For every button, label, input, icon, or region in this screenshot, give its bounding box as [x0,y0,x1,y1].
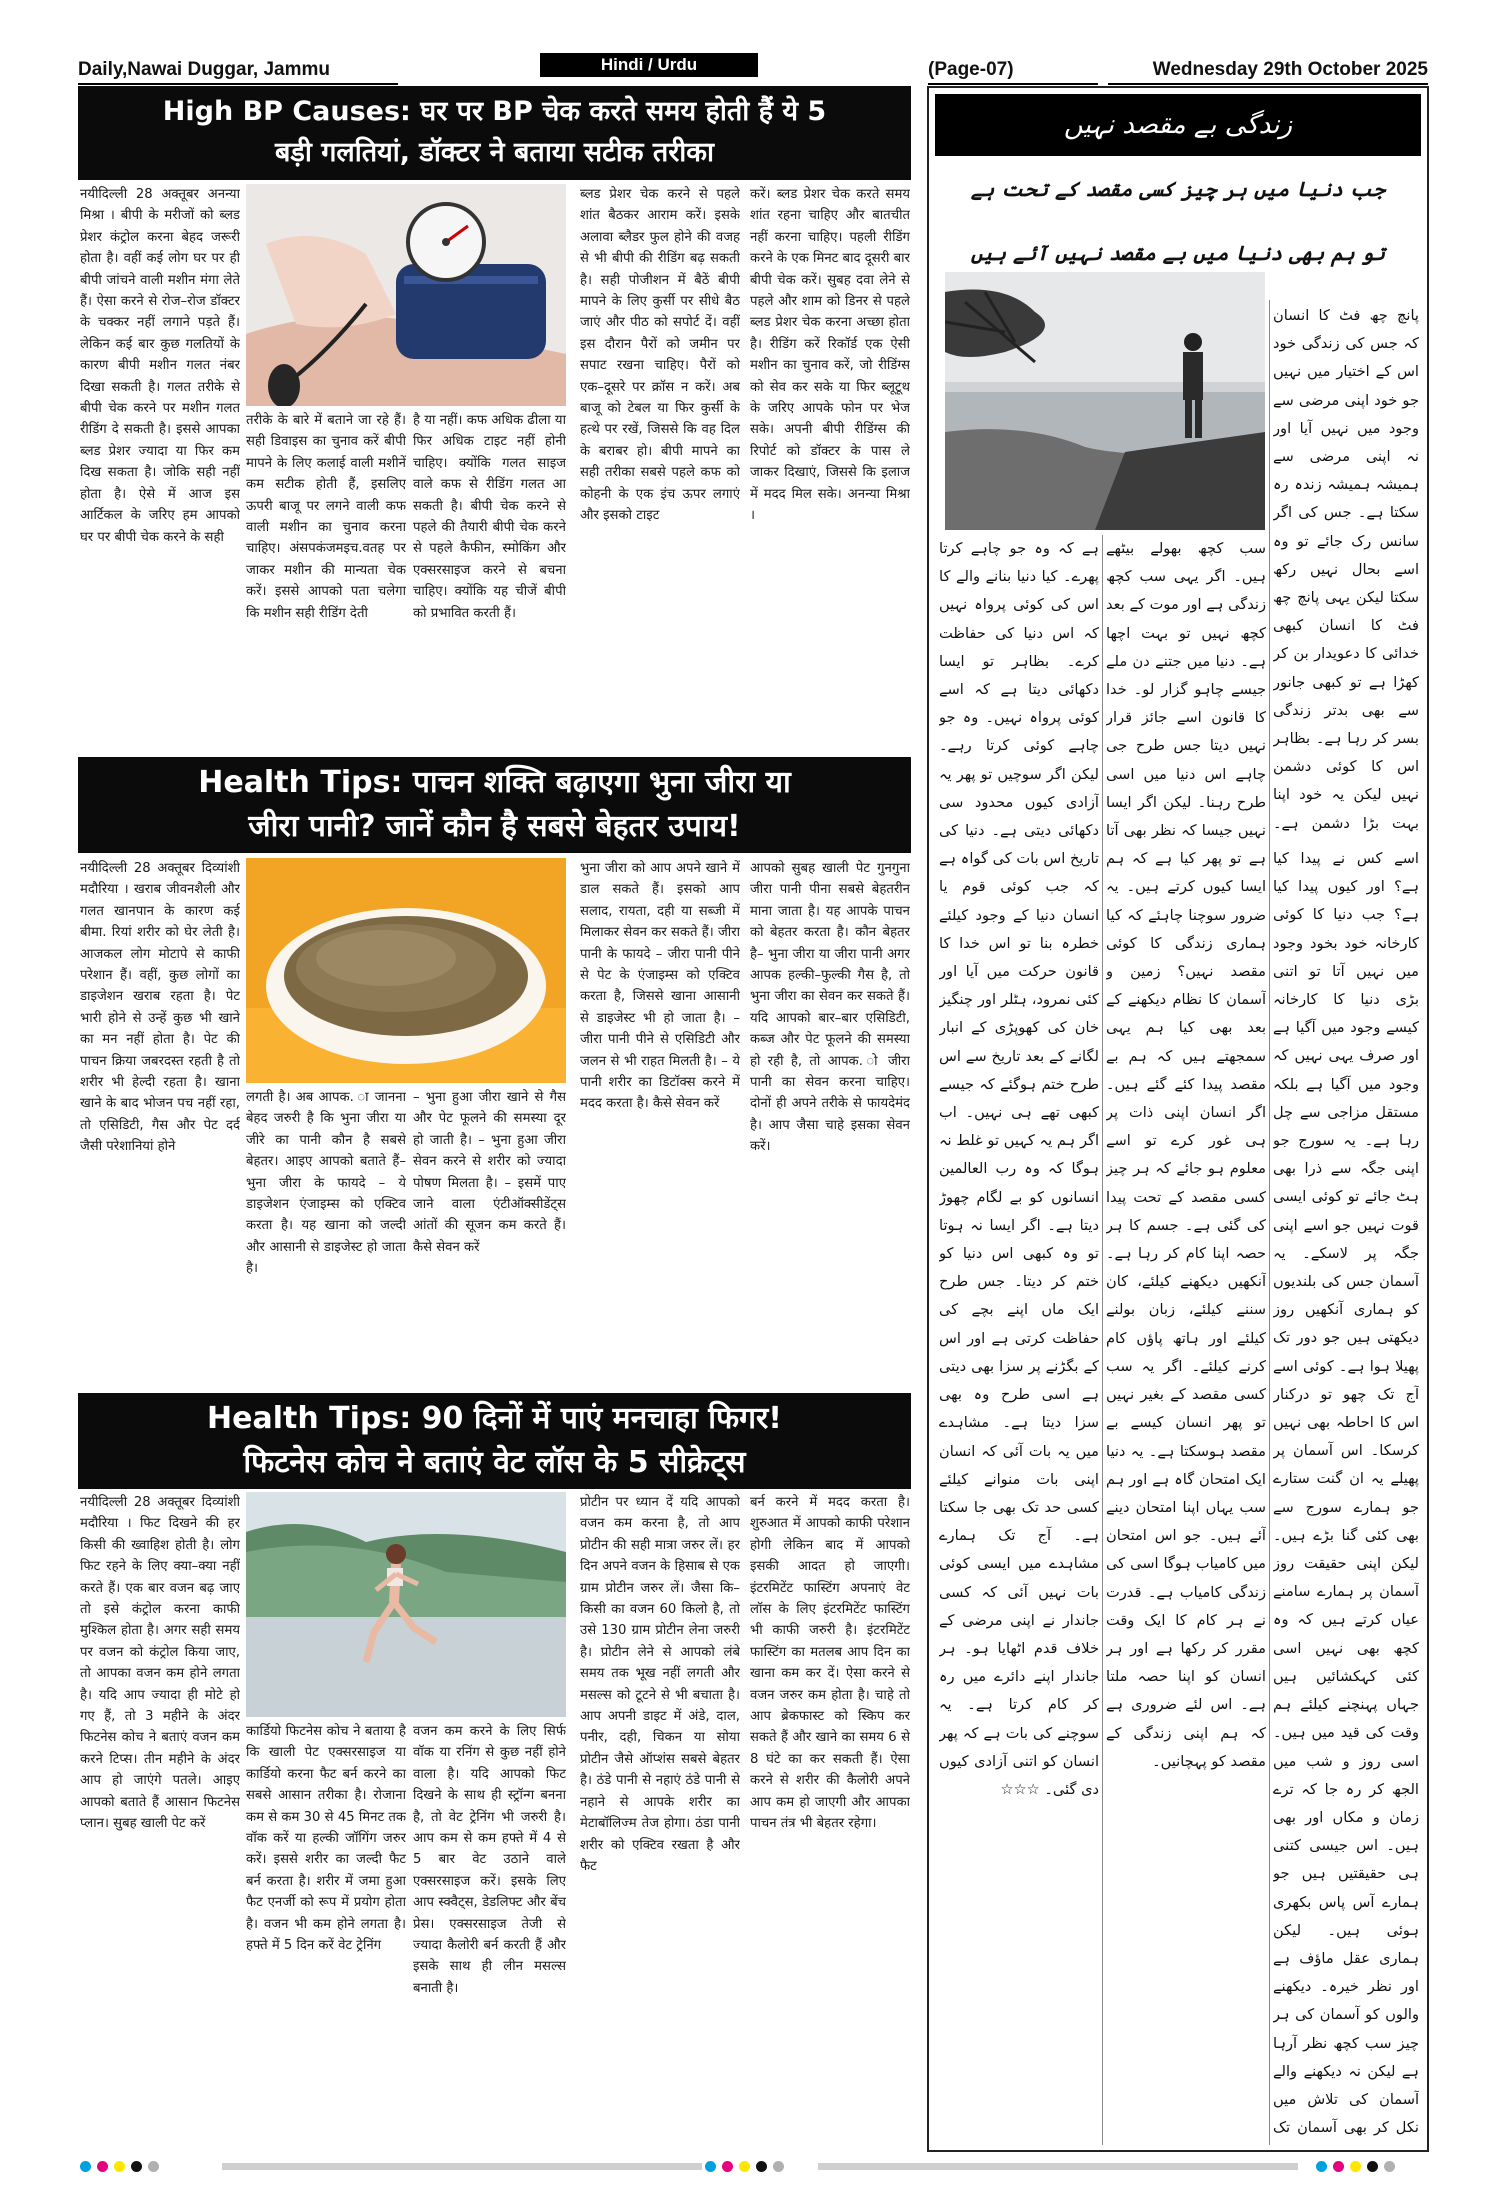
urdu-divider-2 [1102,535,1103,2145]
article2-col2: लगती है। अब आपक. ा जानना बेहद जरुरी है कि भुना जीरा या जीरे का पानी कौन है सबसे बेहतर। आइए आपको बताते हैं– भुना जीरा के फायदे – ये डाइजेशन एंजाइम्स को एक्टिव करता है। यह खाना को जल्दी और आसानी से डाइजेस्ट हो जाता है। [246,1090,406,1277]
urdu-col-right-top: پانچ چھ فٹ کا انسان کہ جس کی زندگی خود اس کے اختیار میں نہیں جو خود اپنی مرضی سے وجود میں نہیں آیا اور نہ اپنی مرضی سے ہمیشہ ہمیشہ زندہ رہ سکتا ہے۔ جس کی اگر سانس رک جائے تو وہ اسے بحال نہیں رکھ سکتا لیکن یہی پانچ چھ فٹ کا انسان کبھی خدائی کا دعویدار بن کر کھڑا ہے تو کبھی جانور سے بھی بدتر زندگی بسر کر رہا ہے۔ بظاہر اس کا کوئی دشمن نہیں لیکن یہ خود اپنا بہت بڑا دشمن ہے۔ [1273,307,1419,832]
article2-headline-line2: जीरा पानी? जानें कौन है सबसे बेहतर उपाय! [248,809,741,844]
footer-bar-left [222,2163,702,2170]
article3-headline-line2: फिटनेस कोच ने बताएं वेट लॉस के 5 सीक्रेट्स [243,1445,746,1480]
footer-bar-right [818,2163,1298,2170]
article2-col4: भुना जीरा को आप अपने खाने में डाल सकते हैं। इसको आप सलाद, रायता, दही या सब्जी में मिलाकर सेवन कर सकते हैं। जीरा पानी के फायदे – जीरा पानी पीने से पेट के एंजाइम्स को एक्टिव करता है, जिससे खाना आसानी से डाइजेस्ट भी हो जाता है। – जीरा पानी पीने से एसिडिटी और जलन से भी राहत मिलती है। – ये पानी शरीर का डिटॉक्स करने में मदद करता है। कैसे सेवन करें [580,861,740,1112]
article1-col2: तरीके के बारे में बताने जा रहे हैं। सही डिवाइस का चुनाव करें बीपी मापने के लिए कलाई वाली मशीनें कम सटीक होती हैं, इसलिए ऊपरी बाजू पर लगने वाली कफ वाली मशीन का चुनाव करना चाहिए। अंसपकंजमइच.वतह पर जाकर मशीन की मान्यता चेक करें। इससे आपको पता चलेगा कि मशीन सही रीडिंग देती [246,413,406,621]
article3-image [246,1492,566,1717]
article3-headline-line1: Health Tips: 90 दिनों में पाएं मनचाहा फिगर! [207,1401,782,1436]
article3-col4: प्रोटीन पर ध्यान दें यदि आपको वजन कम करना है, तो आप प्रोटीन की सही मात्रा जरुर लें। हर दिन अपने वजन के हिसाब से एक ग्राम प्रोटीन जरुर लें। जैसा कि–किसी का वजन 60 किलो है, तो उसे 130 ग्राम प्रोटीन लेना जरुरी है। प्रोटीन लेने से आपको लंबे समय तक भूख नहीं लगती और मसल्स को टूटने से भी बचाता है। आप अपनी डाइट में अंडे, दाल, पनीर, दही, चिकन या सोया प्रोटीन जैसे ऑप्शंस सबसे बेहतर है। ठंडे पानी से नहाएं ठंडे पानी से नहाने से आपके शरीर का मेटाबॉलिज्म तेज होगा। ठंडा पानी शरीर को एक्टिव रखता है और फैट [580,1495,740,1874]
article1-col5: करें। ब्लड प्रेशर चेक करते समय शांत रहना चाहिए और बातचीत नहीं करना चाहिए। पहली रीडिंग करने के एक मिनट बाद दूसरी बार बीपी चेक करें। सुबह दवा लेने से पहले और शाम को डिनर से पहले ब्लड प्रेशर चेक करना अच्छा होता है। रीडिंग करें रिकॉर्ड एक ऐसी मशीन का चुनाव करें, जो रीडिंग्स को सेव कर सके या फिर ब्लूटूथ के जरिए आपके फोन पर भेज सके। अपनी बीपी रीडिंग्स की रिपोर्ट को डॉक्टर के पास ले जाकर दिखाएं, जिससे कि इलाज में मदद मिल सके। अनन्या मिश्रा । [750,187,910,524]
urdu-title: زندگی بے مقصد نہیں [1063,110,1293,140]
blood-pressure-monitor-icon [246,184,566,406]
article1-image [246,184,566,406]
registration-dot [739,2161,750,2172]
registration-dot [114,2161,125,2172]
registration-dot [1367,2161,1378,2172]
man-standing-on-rock-icon [945,272,1265,530]
registration-dot [773,2161,784,2172]
registration-dot [80,2161,91,2172]
masthead-paper: Daily,Nawai Duggar, Jammu [78,57,398,85]
urdu-title-bar [935,94,1421,156]
article1-col4: ब्लड प्रेशर चेक करने से पहले शांत बैठकर आराम करें। इसके अलावा ब्लैडर फुल होने की वजह से भी बीपी की रीडिंग बढ़ सकती है। सही पोजीशन में बैठें बीपी मापने के लिए कुर्सी पर सीधे बैठ जाएं और पीठ को सपोर्ट दें। वहीं इस दौरान पैरों को जमीन पर सपाट रखना चाहिए। पैरों को एक–दूसरे पर क्रॉस न करें। अब बाजू को टेबल या फिर कुर्सी के हत्थे पर रखें, जिससे कि वह दिल के बराबर हो। बीपी मापने का सही तरीका सबसे पहले कफ को कोहनी के एक इंच ऊपर लगाएं और इसको टाइट [580,187,740,524]
registration-dot [1316,2161,1327,2172]
urdu-col-left: ہے کہ وہ جو چاہے کرتا پھرے۔ کیا دنیا بنانے والے کا اس کی کوئی پرواہ نہیں کہ اس دنیا کی حفاظت کرے۔ بظاہر تو ایسا دکھائی دیتا ہے کہ اسے کوئی پرواہ نہیں۔ وہ جو چاہے کوئی کرتا رہے۔ لیکن اگر سوچیں تو پھر یہ آزادی کیوں محدود سی دکھائی دیتی ہے۔ دنیا کی تاریخ اس بات کی گواہ ہے کہ جب کوئی قوم یا انسان دنیا کے وجود کیلئے خطرہ بنا تو اس خدا کا قانون حرکت میں آیا اور کئی نمرود، ہٹلر اور چنگیز خان کی کھوپڑی کے انبار لگانے کے بعد تاریخ سے اس طرح ختم ہوگئے کہ جیسے کبھی تھے ہی نہیں۔ اب اگر ہم یہ کہیں تو غلط نہ ہوگا کہ وہ رب العالمین انسانوں کو بے لگام چھوڑ دیتا ہے۔ اگر ایسا نہ ہوتا تو وہ کبھی اس دنیا کو ختم کر دیتا۔ جس طرح ایک ماں اپنے بچے کی حفاظت کرتی ہے اور اس کے بگڑنے پر سزا بھی دیتی ہے اسی طرح وہ بھی سزا دیتا ہے۔ مشاہدے میں یہ بات آئی کہ انسان اپنی بات منوانے کیلئے کسی حد تک بھی جا سکتا ہے۔ آج تک ہمارے مشاہدے میں ایسی کوئی بات نہیں آئی کہ کسی جاندار نے اپنی مرضی کے خلاف قدم اٹھایا ہو۔ ہر جاندار اپنے دائرے میں رہ کر کام کرتا ہے۔ یہ سوچنے کی بات ہے کہ پھر انسان کو اتنی آزادی کیوں دی گئی۔ ☆☆☆ [939,540,1099,1798]
article3-headline [78,1393,911,1489]
urdu-divider-1 [1269,300,1270,2145]
article2-image [246,858,566,1083]
article2-headline [78,757,911,853]
urdu-subhead2: تو ہم بھی دنیا میں بے مقصد نہیں آئے ہیں [970,241,1386,265]
article1-headline-line2: बड़ी गलतियां, डॉक्टर ने बताया सटीक तरीका [274,137,715,168]
registration-dot [756,2161,767,2172]
article1-col1: नयीदिल्ली 28 अक्तूबर अनन्या मिश्रा । बीपी के मरीजों को ब्लड प्रेशर कंट्रोल करना बेहद जरूरी होता है। वहीं कई लोग घर पर ही बीपी जांचने वाली मशीन मंगा लेते हैं। ऐसा करने से रोज–रोज डॉक्टर के चक्कर नहीं लगाने पड़ते हैं। लेकिन कई बार कुछ गलतियों के कारण बीपी मशीन गलत नंबर दिखा सकती है। गलत तरीके से बीपी चेक करने पर मशीन गलत रीडिंग दे सकती है। इससे आपका ब्लड प्रेशर ज्यादा या फिर कम दिख सकता है। जोकि सही नहीं होता है। ऐसे में आज इस आर्टिकल के जरिए हम आपको घर पर बीपी चेक करने के सही [80,187,240,545]
masthead-date: Wednesday 29th October 2025 [1108,57,1428,85]
article1-col3: है या नहीं। कफ अधिक ढीला या फिर अधिक टाइट नहीं होनी चाहिए। क्योंकि गलत साइज वाले कफ से रीडिंग गलत आ सकती है। बीपी चेक करने से पहले की तैयारी बीपी चेक करने से पहले कैफीन, स्मोकिंग और एक्सरसाइज करने से बचना चाहिए। क्योंकि यह चीजें बीपी को प्रभावित करती हैं। [413,413,566,621]
registration-dot [1350,2161,1361,2172]
registration-dot [1384,2161,1395,2172]
masthead-languages: Hindi / Urdu [540,53,758,77]
registration-dot [705,2161,716,2172]
registration-dot [131,2161,142,2172]
registration-dot [1333,2161,1344,2172]
cumin-seeds-bowl-icon [246,858,566,1083]
urdu-image [945,272,1265,530]
registration-dot [148,2161,159,2172]
article2-col1: नयीदिल्ली 28 अक्तूबर दिव्यांशी मदौरिया । खराब जीवनशैली और गलत खानपान के कारण कई बीमा. रियां शरीर को घेर लेती है। आजकल लोग मोटापे से काफी परेशान हैं। वहीं, कुछ लोगों का डाइजेशन खराब रहता है। पेट भारी होने से उन्हें कुछ भी खाने का मन नहीं होता है। पेट की पाचन क्रिया जबरदस्त रहती है तो शरीर भी हेल्दी रहता है। खाना खाने के बाद भोजन पच नहीं रहा, तो एसिडिटी, गैस और पेट दर्द जैसी परेशानियां होने [80,861,240,1155]
urdu-col-right-bottom: اسے کس نے پیدا کیا ہے؟ اور کیوں پیدا کیا ہے؟ جب دنیا کا کوئی کارخانہ خود بخود وجود میں نہیں آتا تو اتنی بڑی دنیا کا کارخانہ کیسے وجود میں آگیا ہے اور صرف یہی نہیں کہ وجود میں آگیا ہے بلکہ مستقل مزاجی سے چل رہا ہے۔ یہ سورج جو اپنی جگہ سے ذرا بھی ہٹ جائے تو کوئی ایسی قوت نہیں جو اسے اپنی جگہ پر لاسکے۔ یہ آسمان جس کی بلندیوں کو ہماری آنکھیں روز دیکھتی ہیں جو دور تک پھیلا ہوا ہے۔ کوئی اسے آج تک چھو تو درکنار اس کا احاطہ بھی نہیں کرسکا۔ اس آسمان پر پھیلے یہ ان گنت ستارے جو ہمارے سورج سے بھی کئی گنا بڑے ہیں۔ لیکن اپنی حقیقت روز آسمان پر ہمارے سامنے عیاں کرتے ہیں کہ وہ کچھ بھی نہیں اسی کئی کہکشائیں ہیں جہاں پہنچنے کیلئے ہم وقت کی قید میں ہیں۔ اسی روز و شب میں الجھ کر رہ جا کہ ترے زمان و مکاں اور بھی ہیں۔ اس جیسی کتنی ہی حقیقتیں ہیں جو ہمارے آس پاس بکھری ہوئی ہیں۔ لیکن ہماری عقل ماؤف ہے اور نظر خیرہ۔ دیکھنے والوں کو آسمان کی ہر چیز سب کچھ نظر آرہا ہے لیکن نہ دیکھنے والے آسمان کی تلاش میں نکل کر بھی آسمان تک [1273,850,1419,2137]
registration-dot [722,2161,733,2172]
urdu-col-mid: سب کچھ بھولے بیٹھے ہیں۔ اگر یہی سب کچھ زندگی ہے اور موت کے بعد کچھ نہیں تو بہت اچھا ہے۔ دنیا میں جتنے دن ملے جیسے چاہو گزار لو۔ خدا کا قانون اسے جائز قرار نہیں دیتا جس طرح جی چاہے اس دنیا میں اسی طرح رہنا۔ لیکن اگر ایسا نہیں جیسا کہ نظر بھی آتا ہے تو پھر کیا ہے کہ ہم ایسا کیوں کرتے ہیں۔ یہ ضرور سوچنا چاہئے کہ کیا ہماری زندگی کا کوئی مقصد نہیں؟ زمین و آسمان کا نظام دیکھنے کے بعد بھی کیا ہم یہی سمجھتے ہیں کہ ہم بے مقصد پیدا کئے گئے ہیں۔ اگر انسان اپنی ذات پر ہی غور کرے تو اسے معلوم ہو جائے کہ ہر چیز کسی مقصد کے تحت پیدا کی گئی ہے۔ جسم کا ہر حصہ اپنا کام کر رہا ہے۔ آنکھیں دیکھنے کیلئے، کان سننے کیلئے، زبان بولنے کیلئے اور ہاتھ پاؤں کام کرنے کیلئے۔ اگر یہ سب کسی مقصد کے بغیر نہیں تو پھر انسان کیسے بے مقصد ہوسکتا ہے۔ یہ دنیا ایک امتحان گاہ ہے اور ہم سب یہاں اپنا امتحان دینے آئے ہیں۔ جو اس امتحان میں کامیاب ہوگا اسی کی زندگی کامیاب ہے۔ قدرت نے ہر کام کا ایک وقت مقرر کر رکھا ہے اور ہر انسان کو اپنا حصہ ملتا ہے۔ اس لئے ضروری ہے کہ ہم اپنی زندگی کے مقصد کو پہچانیں۔ [1106,540,1266,1770]
masthead-page: (Page-07) [928,57,1098,85]
article3-col1: नयीदिल्ली 28 अक्तूबर दिव्यांशी मदौरिया । फिट दिखने की हर किसी की ख्वाहिश होती है। लोग फिट रहने के लिए क्या–क्या नहीं करते हैं। एक बार वजन बढ़ जाए तो इसे कंट्रोल करना काफी मुश्किल होता है। अगर सही समय पर वजन को कंट्रोल किया जाए, तो आपका वजन कम होने लगता है। यदि आप ज्यादा ही मोटे हो गए हैं, तो 3 महीने के अंदर फिटनेस कोच ने बताएं वजन कम करने टिप्स। तीन महीने के अंदर आप हो जाएंगे पतले। आइए आपको बताते हैं आसान फिटनेस प्लान। सुबह खाली पेट करें [80,1495,240,1832]
article1-headline [78,86,911,180]
woman-running-icon [246,1492,566,1717]
urdu-subhead1: جب دنیا میں ہر چیز کسی مقصد کے تحت ہے [970,177,1386,201]
article2-col3: – भुना हुआ जीरा खाने से गैस और पेट फूलने की समस्या दूर हो जाती है। – भुना हुआ जीरा सेवन करने से शरीर को ज्यादा पोषण मिलता है। – इसमें पाए जाने वाला एंटीऑक्सीडेंट्स आंतों की सूजन कम करते हैं। कैसे सेवन करें [413,1090,566,1255]
article3-col2: कार्डियो फिटनेस कोच ने बताया है कि खाली पेट एक्सरसाइज या कार्डियो करना फैट बर्न करने का सबसे आसान तरीका है। रोजाना कम से कम 30 से 45 मिनट तक वॉक करें या हल्की जॉगिंग जरुर करें। इससे शरीर का जल्दी फैट बर्न करता है। शरीर में जमा हुआ फैट एनर्जी को रूप में प्रयोग होता है। वजन भी कम होने लगता है। हफ्ते में 5 दिन करें वेट ट्रेनिंग [246,1724,406,1954]
article1-headline-line1: High BP Causes: घर पर BP चेक करते समय होती हैं ये 5 [162,96,827,127]
article2-col5: आपको सुबह खाली पेट गुनगुना जीरा पानी पीना सबसे बेहतरीन माना जाता है। यह आपके पाचन को बेहतर करता है। कौन बेहतर है– भुना जीरा या जीरा पानी अगर आपक हल्की–फुल्की गैस है, तो भुना जीरा का सेवन कर सकते हैं। यदि आपको बार–बार एसिडिटी, कब्ज और पेट फूलने की समस्या हो रही है, तो आपक. ो जीरा पानी का सेवन करना चाहिए। दोनों ही अपने तरीके से फायदेमंद है। आप जैसा चाहे इसका सेवन करें। [750,861,910,1155]
article3-col3: वजन कम करने के लिए सिर्फ वॉक या रनिंग से कुछ नहीं होने वाला है। यदि आपको फिट दिखने के साथ ही स्ट्रॉन्ग बनना है, तो वेट ट्रेनिंग भी जरुरी है। आप कम से कम हफ्ते में 4 से 5 बार वेट उठाने वाले एक्सरसाइज करें। इसके लिए आप स्क्वैट्स, डेडलिफ्ट और बेंच प्रेस। एक्सरसाइज तेजी से ज्यादा कैलोरी बर्न करती हैं और इसके साथ ही लीन मसल्स बनाती है। [413,1724,566,1996]
article2-headline-line1: Health Tips: पाचन शक्ति बढ़ाएगा भुना जीरा या [198,765,791,800]
article3-col5: बर्न करने में मदद करता है। शुरुआत में आपको काफी परेशान होगी लेकिन बाद में आपको इसकी आदत हो जाएगी। इंटरमिटेंट फास्टिंग अपनाएं वेट लॉस के लिए इंटरमिटेंट फास्टिंग भी काफी जरुरी है। इंटरमिटेंट फास्टिंग का मतलब आप दिन का खाना कम कर दें। ऐसा करने से वजन जरुर कम होता है। चाहे तो आप ब्रेकफास्ट को स्किप कर सकते हैं और खाने का समय 6 से 8 घंटे का कर सकती हैं। ऐसा करने से शरीर की कैलोरी अपने आप कम हो जाएगी और आपका पाचन तंत्र भी बेहतर रहेगा। [750,1495,910,1832]
registration-dot [97,2161,108,2172]
